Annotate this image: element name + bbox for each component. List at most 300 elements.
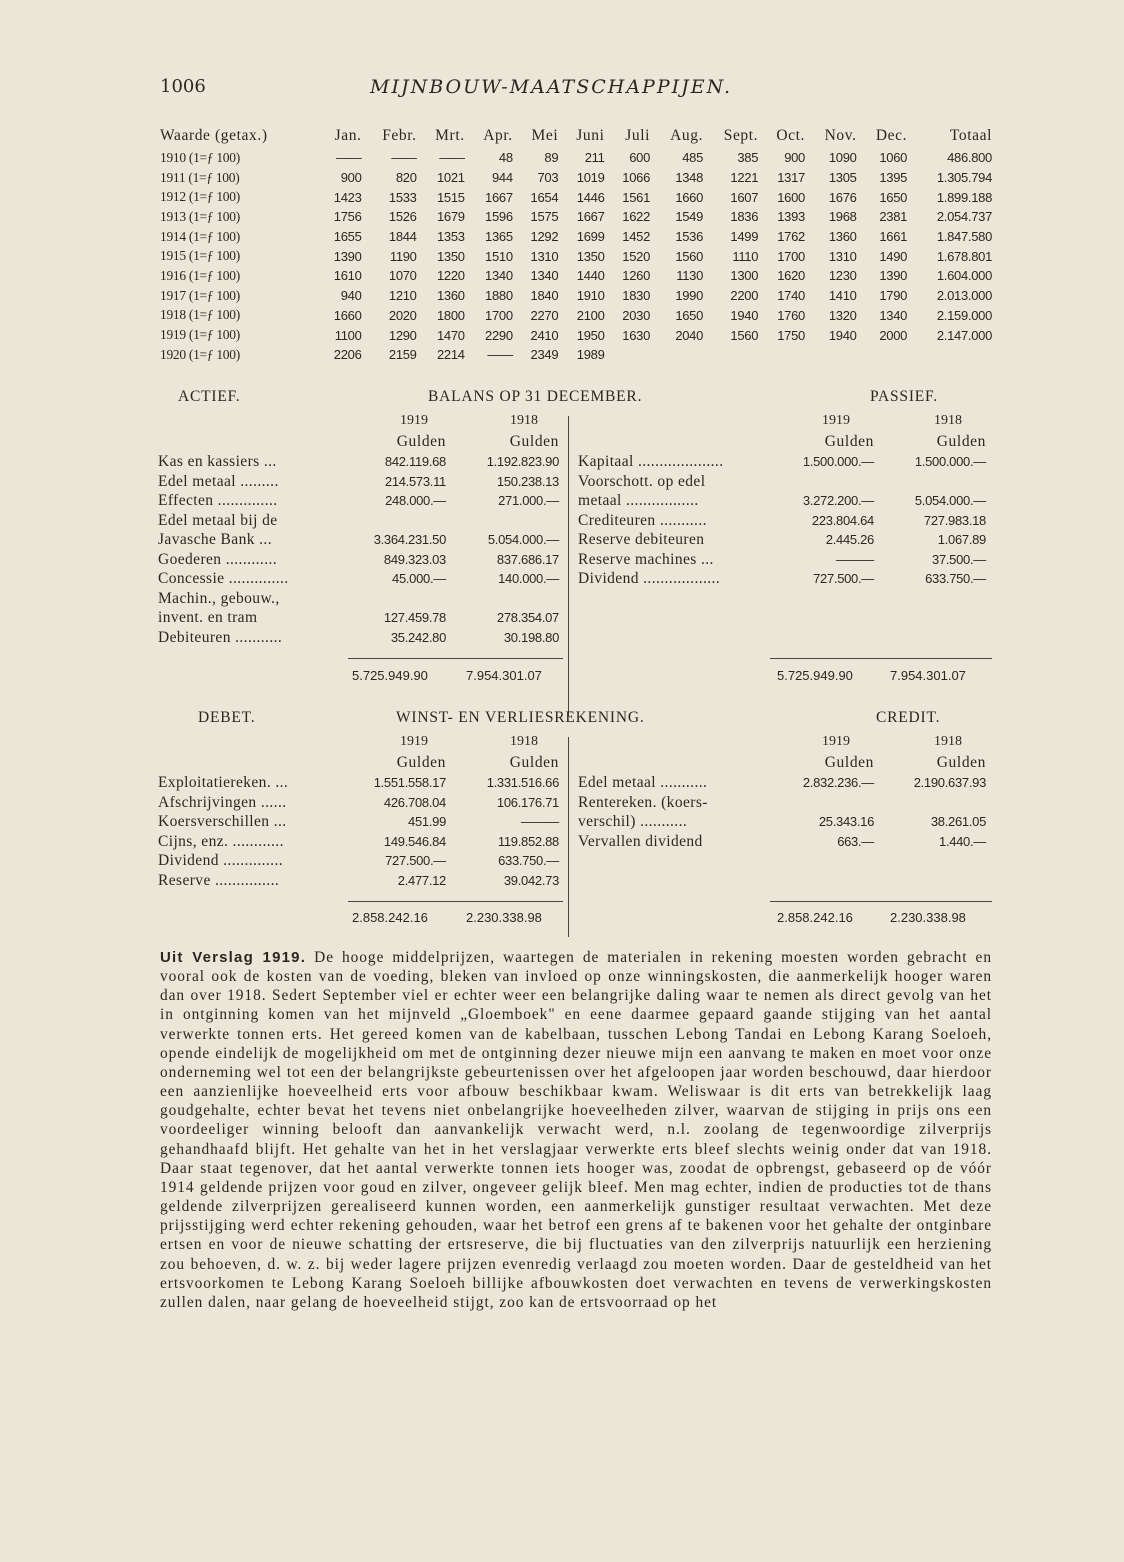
amount-1919: 35.242.80 xyxy=(390,629,446,645)
amount-1918: 150.238.13 xyxy=(496,473,559,489)
amount-1918: 278.354.07 xyxy=(496,610,559,625)
table-cell: 2206 xyxy=(333,347,362,363)
account-row xyxy=(158,813,568,833)
total-rule-left xyxy=(348,658,563,659)
amount-1919: 849.323.03 xyxy=(383,551,446,567)
table-cell: 2200 xyxy=(730,288,759,304)
table-cell: 1660 xyxy=(333,307,362,323)
assets-total-1918: 7.954.301.07 xyxy=(466,668,542,683)
table-cell: 1090 xyxy=(828,150,857,166)
profit-loss-headings xyxy=(158,709,994,731)
account-item: Crediteuren ........... xyxy=(578,511,707,529)
amount-1919: 727.500.— xyxy=(385,853,446,868)
row-label: 1920 (1=ƒ 100) xyxy=(160,346,240,362)
table-cell: 1.678.801 xyxy=(936,248,992,264)
table-cell: 1910 xyxy=(576,288,605,304)
table-cell: 1300 xyxy=(730,268,759,284)
account-item: Afschrijvingen ...... xyxy=(158,793,287,811)
table-cell: 1305 xyxy=(828,170,857,186)
table-cell: 1210 xyxy=(388,288,417,304)
year-label: 1918 xyxy=(934,413,962,428)
table-cell: 1756 xyxy=(333,209,362,225)
amount-1918: 38.261.05 xyxy=(930,814,986,829)
table-cell: 1750 xyxy=(777,327,805,343)
amount-1919: 727.500.— xyxy=(813,571,874,586)
table-body xyxy=(158,148,994,365)
unit-label: Gulden xyxy=(824,433,874,450)
debit-column xyxy=(158,734,568,891)
table-cell: 1836 xyxy=(730,209,759,225)
unit-header-row xyxy=(578,754,994,774)
column-header: Mei xyxy=(531,127,559,144)
amount-1919: 2.445.26 xyxy=(825,532,874,547)
monthly-values-table xyxy=(158,127,994,365)
table-cell: 89 xyxy=(544,150,559,166)
account-row xyxy=(158,531,568,551)
account-row xyxy=(578,833,994,853)
table-cell: 1130 xyxy=(676,268,704,284)
amount-1919: 1.500.000.— xyxy=(802,454,874,469)
credit-column xyxy=(578,734,994,852)
table-cell: 1515 xyxy=(436,189,465,205)
table-cell: 1575 xyxy=(530,209,559,225)
credit-total-1918: 2.230.338.98 xyxy=(890,910,966,925)
table-cell: 1.305.794 xyxy=(936,170,992,186)
account-row xyxy=(158,590,568,610)
balance-sheet-title: BALANS OP 31 DECEMBER. xyxy=(428,388,643,405)
amount-1919: 1.551.558.17 xyxy=(373,775,446,790)
table-cell: 1844 xyxy=(388,229,417,245)
table-cell xyxy=(760,345,807,365)
table-cell: 1990 xyxy=(675,288,704,304)
table-cell: 1650 xyxy=(879,189,908,205)
table-cell: 1221 xyxy=(730,170,759,186)
table-cell: 1667 xyxy=(485,189,513,205)
table-cell: 1490 xyxy=(879,248,908,264)
balance-sheet-headings xyxy=(158,388,994,410)
amount-1919: 842.119.68 xyxy=(384,454,446,469)
amount-1919: 214.573.11 xyxy=(384,473,446,489)
table-cell: 1220 xyxy=(436,268,465,284)
column-divider xyxy=(568,737,569,937)
year-label: 1919 xyxy=(400,413,428,428)
credit-heading: CREDIT. xyxy=(876,709,941,726)
page-header xyxy=(160,76,990,104)
column-header: Sept. xyxy=(723,127,759,144)
column-header: Waarde (getax.) xyxy=(160,127,268,144)
table-cell: 1830 xyxy=(622,288,651,304)
table-cell: 2030 xyxy=(622,307,651,323)
unit-label: Gulden xyxy=(936,754,986,771)
amount-1919: 149.546.84 xyxy=(383,833,446,849)
account-item: Dividend .................. xyxy=(578,570,721,587)
table-cell: 1423 xyxy=(333,189,362,205)
table-cell: 1667 xyxy=(576,209,605,225)
account-item: Rentereken. (koers- xyxy=(578,793,708,811)
unit-label: Gulden xyxy=(936,433,986,450)
table-cell: —— xyxy=(487,347,513,363)
table-cell: 1292 xyxy=(530,229,559,245)
amount-1918: 1.500.000.— xyxy=(914,454,986,469)
table-cell: 1622 xyxy=(622,209,651,225)
account-row xyxy=(158,453,568,473)
account-row xyxy=(158,551,568,571)
table-cell: 1989 xyxy=(576,347,605,363)
amount-1919: 45.000.— xyxy=(392,571,446,586)
column-header: Aug. xyxy=(670,127,704,144)
row-label: 1918 (1=ƒ 100) xyxy=(160,307,240,323)
liabilities-column xyxy=(578,413,994,590)
annual-report-excerpt xyxy=(160,948,992,1312)
table-cell: 1510 xyxy=(485,248,513,264)
account-item: Machin., gebouw., xyxy=(158,589,280,607)
amount-1918: 633.750.— xyxy=(925,571,986,586)
table-cell: 1019 xyxy=(576,170,605,186)
account-row xyxy=(578,794,994,814)
table-cell xyxy=(705,345,760,365)
amount-1919: 2.832.236.— xyxy=(802,775,874,790)
account-row xyxy=(578,551,994,571)
account-item: Reserve ............... xyxy=(158,871,280,889)
table-cell: 2040 xyxy=(675,327,704,343)
unit-label: Gulden xyxy=(509,754,559,771)
table-cell: 1340 xyxy=(485,268,513,284)
table-row xyxy=(158,207,994,227)
table-row xyxy=(158,168,994,188)
table-row xyxy=(158,286,994,306)
account-item: invent. en tram xyxy=(158,609,258,626)
table-cell: 600 xyxy=(629,150,651,166)
table-cell: 1350 xyxy=(576,248,605,264)
table-cell: 1470 xyxy=(436,327,465,343)
amount-1919: 2.477.12 xyxy=(397,872,446,888)
profit-loss-title: WINST- EN VERLIESREKENING. xyxy=(396,709,645,726)
unit-header-row xyxy=(158,754,568,774)
table-cell: 2.159.000 xyxy=(936,307,992,323)
account-row xyxy=(578,453,994,473)
amount-1919: 25.343.16 xyxy=(818,814,874,829)
page-number: 1006 xyxy=(160,76,206,97)
table-cell: 1790 xyxy=(879,288,908,304)
table-cell: 1654 xyxy=(530,189,559,205)
table-cell: 1100 xyxy=(334,327,362,343)
debit-total-1919: 2.858.242.16 xyxy=(352,910,428,925)
account-item: Kas en kassiers ... xyxy=(158,453,277,470)
table-header-row xyxy=(158,127,994,148)
table-cell: 1561 xyxy=(622,189,651,205)
table-cell xyxy=(909,345,994,365)
account-item: Reserve debiteuren xyxy=(578,531,705,548)
table-cell: 1940 xyxy=(828,327,857,343)
account-item: Exploitatiereken. ... xyxy=(158,774,289,791)
unit-label: Gulden xyxy=(509,433,559,450)
table-row xyxy=(158,187,994,207)
table-cell: 1596 xyxy=(485,209,513,225)
amount-1918: 39.042.73 xyxy=(503,872,559,888)
column-header: Jan. xyxy=(334,127,362,144)
table-cell: 1679 xyxy=(436,209,465,225)
table-cell: 1350 xyxy=(436,248,465,264)
table-cell: 1360 xyxy=(828,229,857,245)
table-cell: 1600 xyxy=(777,189,805,205)
report-text: De hooge middelprijzen, waartegen de materialen in rekening moesten worden gebracht en vooral ook de kosten van de voeding, bleken van invloed op onze winningskosten, die aanmerkelijk hooger waren dan over 1918. Sedert September viel er echter weer een belangrijke daling waar te nemen als direct gevolg van het in ontginning komen van het mijnveld „Gloemboek" en eene daarmee gepaard gaande stijging van het aantal verwerkte tonnen erts. Het gereed komen van de kabelbaan, tusschen Lebong Tandai en Lebong Karang Soeloeh, opende eindelijk de mogelijkheid om met de ontginning dezer nieuwe mijn een aanvang te maken en moet voor onze onderneming wel tot een der belangrijkste gebeurtenissen over het afgeloopen jaar worden beschouwd, daar hierdoor een aanzienlijke hoeveelheid erts voor afbouw beschikbaar kwam. Weliswaar is dit erts van betrekkelijk laag goudgehalte, echter bevat het tevens niet onbelangrijke hoeveelheden zilver, waarvan de stijging in prijs ons een voordeeliger winning belooft dan aanvankelijk verwacht werd, n.l. zoolang de tegenwoordige zilverprijs gehandhaafd blijft. Het gehalte van het in het verslagjaar verwerkte erts bleef slechts weinig onder dat van 1918. Daar staat tegenover, dat het aantal verwerkte tonnen iets hooger was, zoodat de opbrengst, gebaseerd op de vóór 1914 geldende prijzen voor goud en zilver, ongeveer gelijk bleef. Men mag echter, indien de producties tot de thans geldende zilverprijzen gerealiseerd kunnen worden, een aanmerkelijk gunstiger resultaat verwachten. Met deze prijsstijging werd echter rekening gehouden, waar het betrof een grens af te bakenen voor het gehalte der ontginbare ertsen en voor de nieuwe schatting der ertsreserve, die bij fluctuaties van den zilverprijs natuurlijk een herziening zou behoeven, d. w. z. bij weder lagere prijzen evenredig verlaagd zou moeten worden. Daar de gesteldheid van het ertsvoorkomen te Lebong Karang Soeloeh billijke afbouwkosten doet verwachten en tevens de verwerkingskosten zullen dalen, naar gelang de hoeveelheid stijgt, zoo kan de ertsvoorraad op het xyxy=(160,949,992,1311)
account-row xyxy=(158,512,568,532)
amount-1918: 2.190.637.93 xyxy=(913,775,986,790)
table-cell: 1.604.000 xyxy=(936,268,992,284)
liabilities-heading: PASSIEF. xyxy=(870,388,938,405)
assets-heading: ACTIEF. xyxy=(178,388,241,405)
table-cell: 1290 xyxy=(388,327,417,343)
table-cell: 1699 xyxy=(576,229,605,245)
table-row xyxy=(158,246,994,266)
account-row xyxy=(578,570,994,590)
table-cell: 1310 xyxy=(530,248,559,264)
account-item: Debiteuren ........... xyxy=(158,628,283,646)
table-cell: 1320 xyxy=(828,307,857,323)
account-row xyxy=(578,813,994,833)
table-cell: —— xyxy=(439,150,465,166)
amount-1919: 663.— xyxy=(837,833,874,849)
table-cell: 1440 xyxy=(576,268,605,284)
running-title: MIJNBOUW-MAATSCHAPPIJEN. xyxy=(370,76,733,98)
unit-label: Gulden xyxy=(396,754,446,771)
amount-1918: 37.500.— xyxy=(932,551,986,567)
year-label: 1918 xyxy=(934,734,962,749)
column-header: Nov. xyxy=(824,127,857,144)
debit-total-1918: 2.230.338.98 xyxy=(466,910,542,925)
amount-1918: 5.054.000.— xyxy=(914,493,986,508)
account-item: Dividend .............. xyxy=(158,852,284,869)
amount-1918: 837.686.17 xyxy=(496,551,559,567)
column-header: Febr. xyxy=(382,127,417,144)
table-cell: 1800 xyxy=(436,307,465,323)
account-item: Javasche Bank ... xyxy=(158,531,272,548)
account-item: Goederen ............ xyxy=(158,550,278,568)
table-cell: 820 xyxy=(395,170,417,186)
table-cell: 1260 xyxy=(622,268,651,284)
row-label: 1910 (1=ƒ 100) xyxy=(160,149,240,165)
assets-column xyxy=(158,413,568,648)
unit-header-row xyxy=(158,433,568,453)
amount-1919: ——— xyxy=(835,551,874,567)
balance-sheet xyxy=(158,388,994,683)
assets-total-1919: 5.725.949.90 xyxy=(352,668,428,683)
amount-1919: 426.708.04 xyxy=(383,794,446,810)
table-cell: 2.013.000 xyxy=(936,288,992,304)
column-header: Oct. xyxy=(776,127,805,144)
account-item: Concessie .............. xyxy=(158,570,289,587)
account-item: Cijns, enz. ............ xyxy=(158,832,284,850)
table-cell: 1700 xyxy=(485,307,513,323)
amount-1918: 5.054.000.— xyxy=(487,532,559,547)
table-cell xyxy=(652,345,705,365)
table-cell: 1.847.580 xyxy=(936,229,992,245)
table-row xyxy=(158,148,994,168)
account-row xyxy=(158,609,568,629)
account-item: verschil) ........... xyxy=(578,813,688,830)
total-rule-left xyxy=(348,901,563,902)
report-lead: Uit Verslag 1919. xyxy=(160,949,307,966)
table-cell: 1353 xyxy=(436,229,465,245)
amount-1918: 140.000.— xyxy=(498,571,559,586)
table-cell: 1365 xyxy=(485,229,513,245)
account-item: Effecten .............. xyxy=(158,492,278,509)
table-cell: 2270 xyxy=(530,307,559,323)
table-cell: 1390 xyxy=(879,268,908,284)
table-cell: 385 xyxy=(737,150,759,166)
table-cell xyxy=(807,345,859,365)
amount-1919: 127.459.78 xyxy=(383,610,446,625)
account-item: Edel metaal ........... xyxy=(578,774,708,791)
table-cell: 2410 xyxy=(530,327,559,343)
table-cell: 1607 xyxy=(730,189,759,205)
table-cell: 940 xyxy=(340,288,362,304)
row-label: 1913 (1=ƒ 100) xyxy=(160,208,240,224)
table-cell: 1610 xyxy=(333,268,362,284)
table-row xyxy=(158,345,994,365)
liabilities-total-1918: 7.954.301.07 xyxy=(890,668,966,683)
table-cell: 1446 xyxy=(576,189,605,205)
year-label: 1918 xyxy=(510,413,538,428)
table-cell: 1760 xyxy=(777,307,805,323)
table-cell: 1880 xyxy=(485,288,513,304)
account-row xyxy=(158,473,568,493)
account-item: Vervallen dividend xyxy=(578,832,703,850)
amount-1919: 248.000.— xyxy=(385,493,446,508)
table-cell: 1317 xyxy=(777,170,805,186)
column-header: Juli xyxy=(625,127,651,144)
total-rule-right xyxy=(770,901,992,902)
column-header: Mrt. xyxy=(435,127,465,144)
table-cell: 1070 xyxy=(388,268,417,284)
table-cell: 1066 xyxy=(622,170,651,186)
column-header: Totaal xyxy=(949,127,992,144)
amount-1918: 727.983.18 xyxy=(923,512,986,528)
table-cell: 1110 xyxy=(732,248,759,264)
table-cell: 2.054.737 xyxy=(936,209,992,225)
table-cell: 1526 xyxy=(388,209,417,225)
account-row xyxy=(158,872,568,892)
year-header-row xyxy=(158,734,568,754)
table-cell: 1620 xyxy=(777,268,805,284)
row-label: 1919 (1=ƒ 100) xyxy=(160,327,240,343)
table-cell: 1700 xyxy=(777,248,805,264)
table-cell: 1940 xyxy=(730,307,759,323)
table-cell: 1660 xyxy=(675,189,704,205)
amount-1918: 1.331.516.66 xyxy=(486,775,559,790)
table-cell: 2214 xyxy=(436,347,465,363)
year-header-row xyxy=(578,413,994,433)
table-row xyxy=(158,266,994,286)
year-label: 1919 xyxy=(822,734,850,749)
table-cell: 1410 xyxy=(828,288,857,304)
table-cell: 1348 xyxy=(675,170,704,186)
amount-1918: 119.852.88 xyxy=(497,833,559,849)
table-cell: 2381 xyxy=(879,209,908,225)
amount-1919: 3.272.200.— xyxy=(802,493,874,508)
amount-1918: 1.440.— xyxy=(938,833,986,849)
year-label: 1918 xyxy=(510,734,538,749)
account-row xyxy=(578,512,994,532)
liabilities-total-1919: 5.725.949.90 xyxy=(777,668,853,683)
table-cell: 1230 xyxy=(828,268,857,284)
table-cell: 1310 xyxy=(828,248,857,264)
table-cell: 1533 xyxy=(388,189,417,205)
year-label: 1919 xyxy=(822,413,850,428)
amount-1919: 451.99 xyxy=(408,814,446,829)
table-cell: 1499 xyxy=(730,229,759,245)
table-cell: 1655 xyxy=(333,229,362,245)
account-item: Edel metaal bij de xyxy=(158,511,278,529)
column-header: Apr. xyxy=(483,127,513,144)
table-cell: 2000 xyxy=(879,327,908,343)
table-cell: 2349 xyxy=(530,347,559,363)
total-rule-right xyxy=(770,658,992,659)
account-row xyxy=(158,852,568,872)
table-row xyxy=(158,306,994,326)
account-item: Koersverschillen ... xyxy=(158,813,287,830)
account-row xyxy=(158,629,568,649)
table-cell: 2100 xyxy=(576,307,605,323)
amount-1918: 1.067.89 xyxy=(937,532,986,547)
table-cell: 1630 xyxy=(622,327,651,343)
row-label: 1915 (1=ƒ 100) xyxy=(160,248,240,264)
account-item: metaal ................. xyxy=(578,492,699,509)
account-row xyxy=(578,531,994,551)
debit-heading: DEBET. xyxy=(198,709,256,726)
account-item: Reserve machines ... xyxy=(578,550,714,568)
table-cell: 2.147.000 xyxy=(936,327,992,343)
unit-label: Gulden xyxy=(824,754,874,771)
table-cell: 1762 xyxy=(777,229,805,245)
table-cell: 1060 xyxy=(879,150,908,166)
unit-header-row xyxy=(578,433,994,453)
amount-1918: 633.750.— xyxy=(498,853,559,868)
table-cell: 1452 xyxy=(622,229,651,245)
row-label: 1912 (1=ƒ 100) xyxy=(160,189,240,205)
table-row xyxy=(158,325,994,345)
amount-1918: 106.176.71 xyxy=(496,794,559,810)
account-row xyxy=(578,774,994,794)
credit-total-1919: 2.858.242.16 xyxy=(777,910,853,925)
row-label: 1917 (1=ƒ 100) xyxy=(160,287,240,303)
profit-loss-account xyxy=(158,709,994,925)
unit-label: Gulden xyxy=(396,433,446,450)
table-cell xyxy=(859,345,910,365)
table-cell: 485 xyxy=(682,150,704,166)
table-cell: 1650 xyxy=(675,307,704,323)
table-cell: 1840 xyxy=(530,288,559,304)
table-cell: 1661 xyxy=(879,229,908,245)
row-label: 1911 (1=ƒ 100) xyxy=(160,169,240,185)
table-cell xyxy=(607,345,653,365)
year-header-row xyxy=(578,734,994,754)
table-cell: 48 xyxy=(498,150,513,166)
amount-1919: 3.364.231.50 xyxy=(373,532,446,547)
table-cell: 1340 xyxy=(530,268,559,284)
table-cell: 211 xyxy=(584,150,605,166)
table-cell: 1395 xyxy=(879,170,908,186)
table-cell: 1549 xyxy=(675,209,704,225)
account-row xyxy=(158,833,568,853)
amount-1918: 271.000.— xyxy=(498,493,559,508)
year-header-row xyxy=(158,413,568,433)
table-cell: 486.800 xyxy=(947,150,992,166)
table-cell: 1950 xyxy=(576,327,605,343)
table-cell: 1360 xyxy=(436,288,465,304)
table-cell: 703 xyxy=(537,170,559,186)
amount-1918: 30.198.80 xyxy=(503,629,559,645)
